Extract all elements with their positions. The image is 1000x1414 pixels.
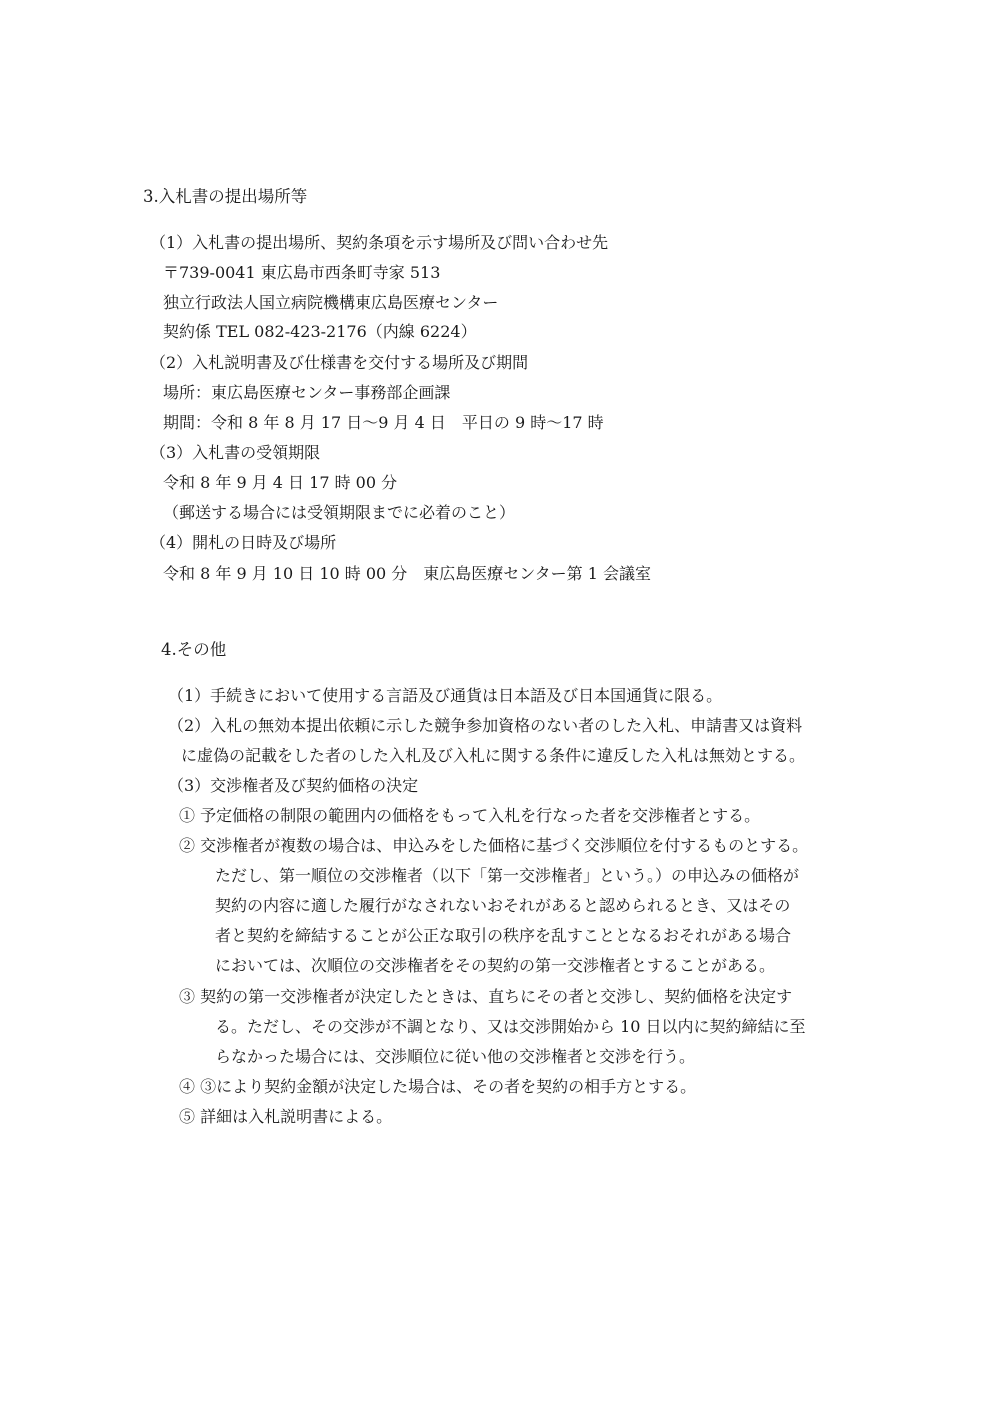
section4-item1: （1）手続きにおいて使用する言語及び通貨は日本語及び日本国通貨に限る。 xyxy=(168,686,723,705)
mail-note: （郵送する場合には受領期限までに必着のこと） xyxy=(163,503,516,522)
section3-item2-title: （2）入札説明書及び仕様書を交付する場所及び期間 xyxy=(150,353,529,372)
section3-item3-title: （3）入札書の受領期限 xyxy=(150,443,321,462)
contact-phone: 契約係 TEL 082-423-2176（内線 6224） xyxy=(163,322,477,341)
distribution-place: 場所：東広島医療センター事務部企画課 xyxy=(163,383,451,402)
clause-2-line5: においては、次順位の交渉権者をその契約の第一交渉権者とすることがある。 xyxy=(215,956,776,975)
section4-heading: 4.その他 xyxy=(161,640,227,659)
clause-3-line1: ③ 契約の第一交渉権者が決定したときは、直ちにその者と交渉し、契約価格を決定す xyxy=(179,987,793,1006)
clause-2-line3: 契約の内容に適した履行がなされないおそれがあると認められるとき、又はその xyxy=(215,896,791,915)
section4-item3-title: （3）交渉権者及び契約価格の決定 xyxy=(168,776,419,795)
organization-name: 独立行政法人国立病院機構東広島医療センター xyxy=(163,293,499,312)
section3-heading: 3.入札書の提出場所等 xyxy=(143,187,308,206)
clause-5: ⑤ 詳細は入札説明書による。 xyxy=(179,1107,393,1126)
clause-2-line1: ② 交渉権者が複数の場合は、申込みをした価格に基づく交渉順位を付するものとする。 xyxy=(179,836,809,855)
postal-address: 〒739-0041 東広島市西条町寺家 513 xyxy=(163,263,441,282)
section3-item1-title: （1）入札書の提出場所、契約条項を示す場所及び問い合わせ先 xyxy=(150,233,609,252)
clause-3-line3: らなかった場合には、交渉順位に従い他の交渉権者と交渉を行う。 xyxy=(215,1047,696,1066)
receipt-deadline: 令和 8 年 9 月 4 日 17 時 00 分 xyxy=(163,473,398,492)
clause-1: ① 予定価格の制限の範囲内の価格をもって入札を行なった者を交渉権者とする。 xyxy=(179,806,761,825)
clause-2-line2: ただし、第一順位の交渉権者（以下「第一交渉権者」という。）の申込みの価格が xyxy=(215,866,800,885)
clause-4: ④ ③により契約金額が決定した場合は、その者を契約の相手方とする。 xyxy=(179,1077,697,1096)
opening-datetime-place: 令和 8 年 9 月 10 日 10 時 00 分 東広島医療センター第 1 会議室 xyxy=(163,564,652,583)
section3-item4-title: （4）開札の日時及び場所 xyxy=(150,533,337,552)
clause-2-line4: 者と契約を締結することが公正な取引の秩序を乱すこととなるおそれがある場合 xyxy=(215,926,792,945)
clause-3-line2: る。ただし、その交渉が不調となり、又は交渉開始から 10 日以内に契約締結に至 xyxy=(215,1017,806,1036)
section4-item2-line2: に虚偽の記載をした者のした入札及び入札に関する条件に違反した入札は無効とする。 xyxy=(181,746,806,765)
section4-item2-line1: （2）入札の無効本提出依頼に示した競争参加資格のない者のした入札、申請書又は資料 xyxy=(168,716,803,735)
distribution-period: 期間：令和 8 年 8 月 17 日～9 月 4 日 平日の 9 時～17 時 xyxy=(163,413,604,432)
